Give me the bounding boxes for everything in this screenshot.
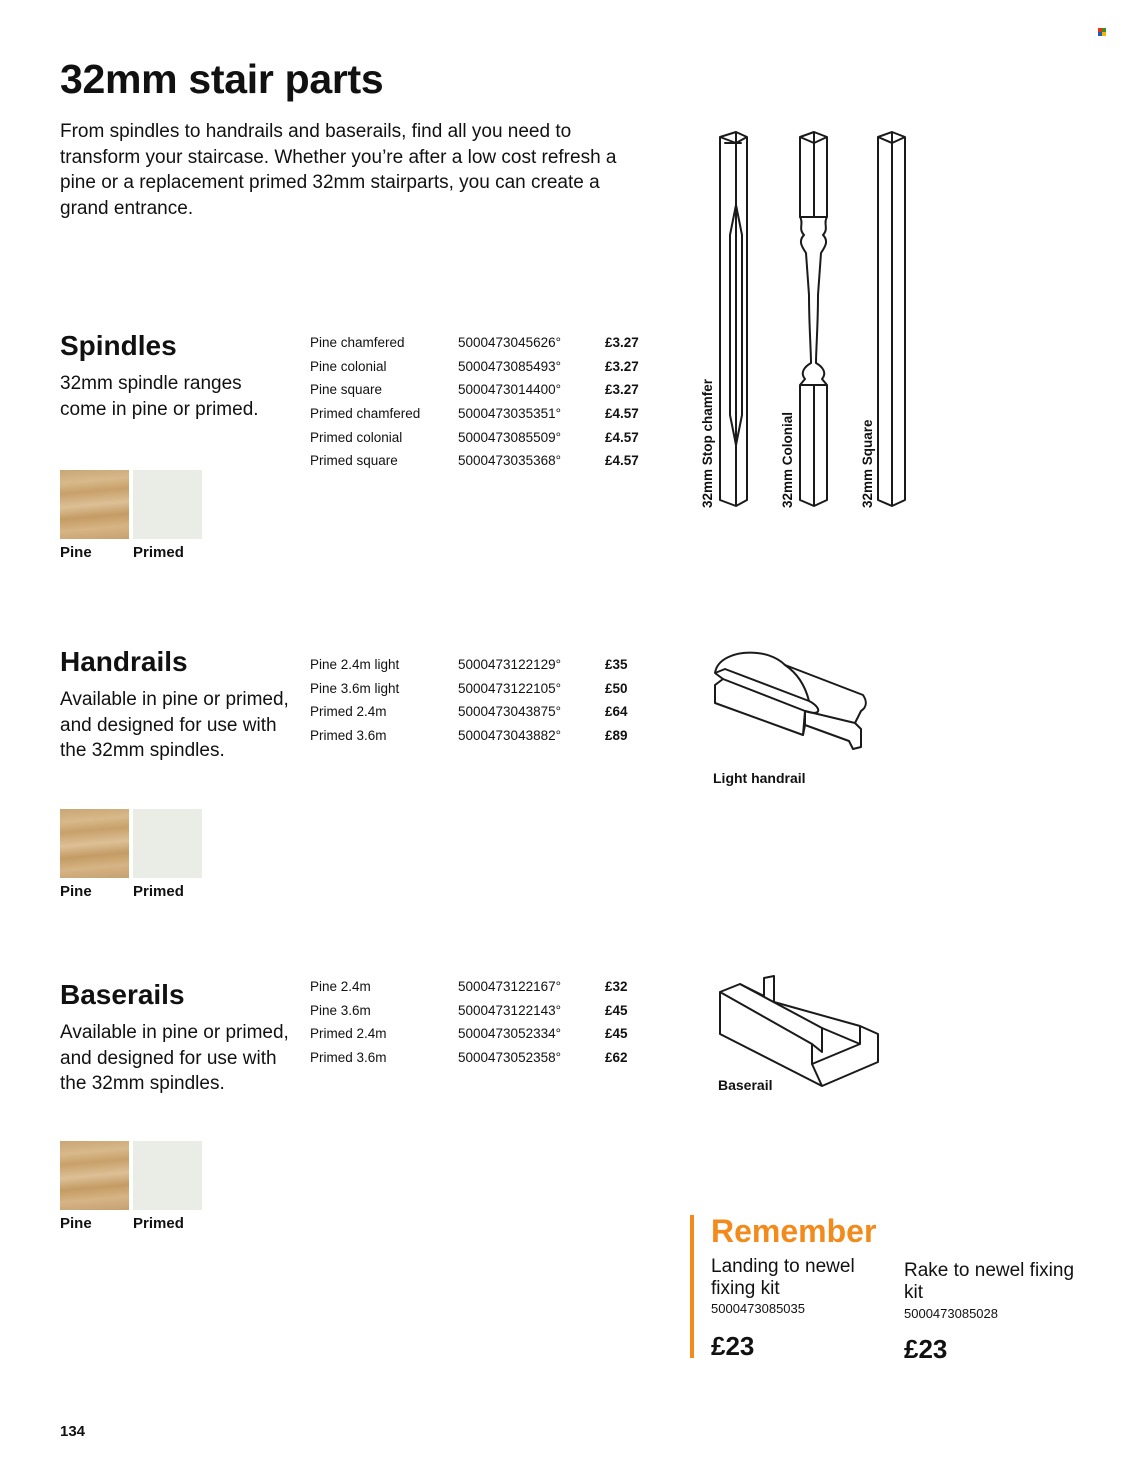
rake-kit-name: Rake to newel fixing kit [904,1260,1075,1303]
remember-accent-bar [690,1215,694,1358]
colonial-label: 32mm Colonial [780,411,795,508]
baserails-description: Available in pine or primed, and designed for use with the 32mm spindles. [60,1022,289,1094]
spindles-description: 32mm spindle ranges come in pine or primed. [60,373,259,420]
rake-kit-code: 5000473085028 [904,1306,998,1321]
primed-swatch [133,470,202,539]
square-label: 32mm Square [860,419,875,508]
landing-kit-name: Landing to newel fixing kit [711,1256,855,1299]
primed-swatch-label: Primed [133,883,184,900]
pine-swatch-label: Pine [60,1215,92,1232]
brand-logo-icon [1098,28,1106,36]
spindles-heading: Spindles [60,330,177,361]
pine-swatch [60,470,129,539]
baserail-caption: Baserail [718,1077,773,1093]
pine-swatch-label: Pine [60,544,92,561]
intro-paragraph: From spindles to handrails and baserails, find all you need to transform your staircase. Whether you’re after a low cost refresh a pine or a replacement primed 32mm stairparts, you can create a grand entrance. [60,121,617,219]
baserail-drawing [712,972,887,1092]
stop-chamfer-spindle-drawing [720,132,747,506]
handrails-heading: Handrails [60,646,188,677]
page-title: 32mm stair parts [60,56,384,102]
light-handrail-drawing [705,645,880,760]
handrails-description: Available in pine or primed, and designed for use with the 32mm spindles. [60,689,289,761]
primed-swatch-label: Primed [133,1215,184,1232]
pine-swatch [60,1141,129,1210]
landing-kit-price: £23 [711,1331,755,1361]
remember-heading: Remember [711,1213,877,1249]
pine-swatch [60,809,129,878]
baserails-heading: Baserails [60,979,185,1010]
landing-kit-code: 5000473085035 [711,1301,805,1316]
page-number: 134 [60,1423,86,1440]
primed-swatch [133,809,202,878]
square-spindle-drawing [878,132,905,506]
rake-kit-price: £23 [904,1334,948,1364]
spindle-illustrations [700,125,920,515]
primed-swatch [133,1141,202,1210]
primed-swatch-label: Primed [133,544,184,561]
colonial-spindle-drawing [800,125,827,506]
stop-chamfer-label: 32mm Stop chamfer [700,378,715,508]
light-handrail-caption: Light handrail [713,770,806,786]
pine-swatch-label: Pine [60,883,92,900]
